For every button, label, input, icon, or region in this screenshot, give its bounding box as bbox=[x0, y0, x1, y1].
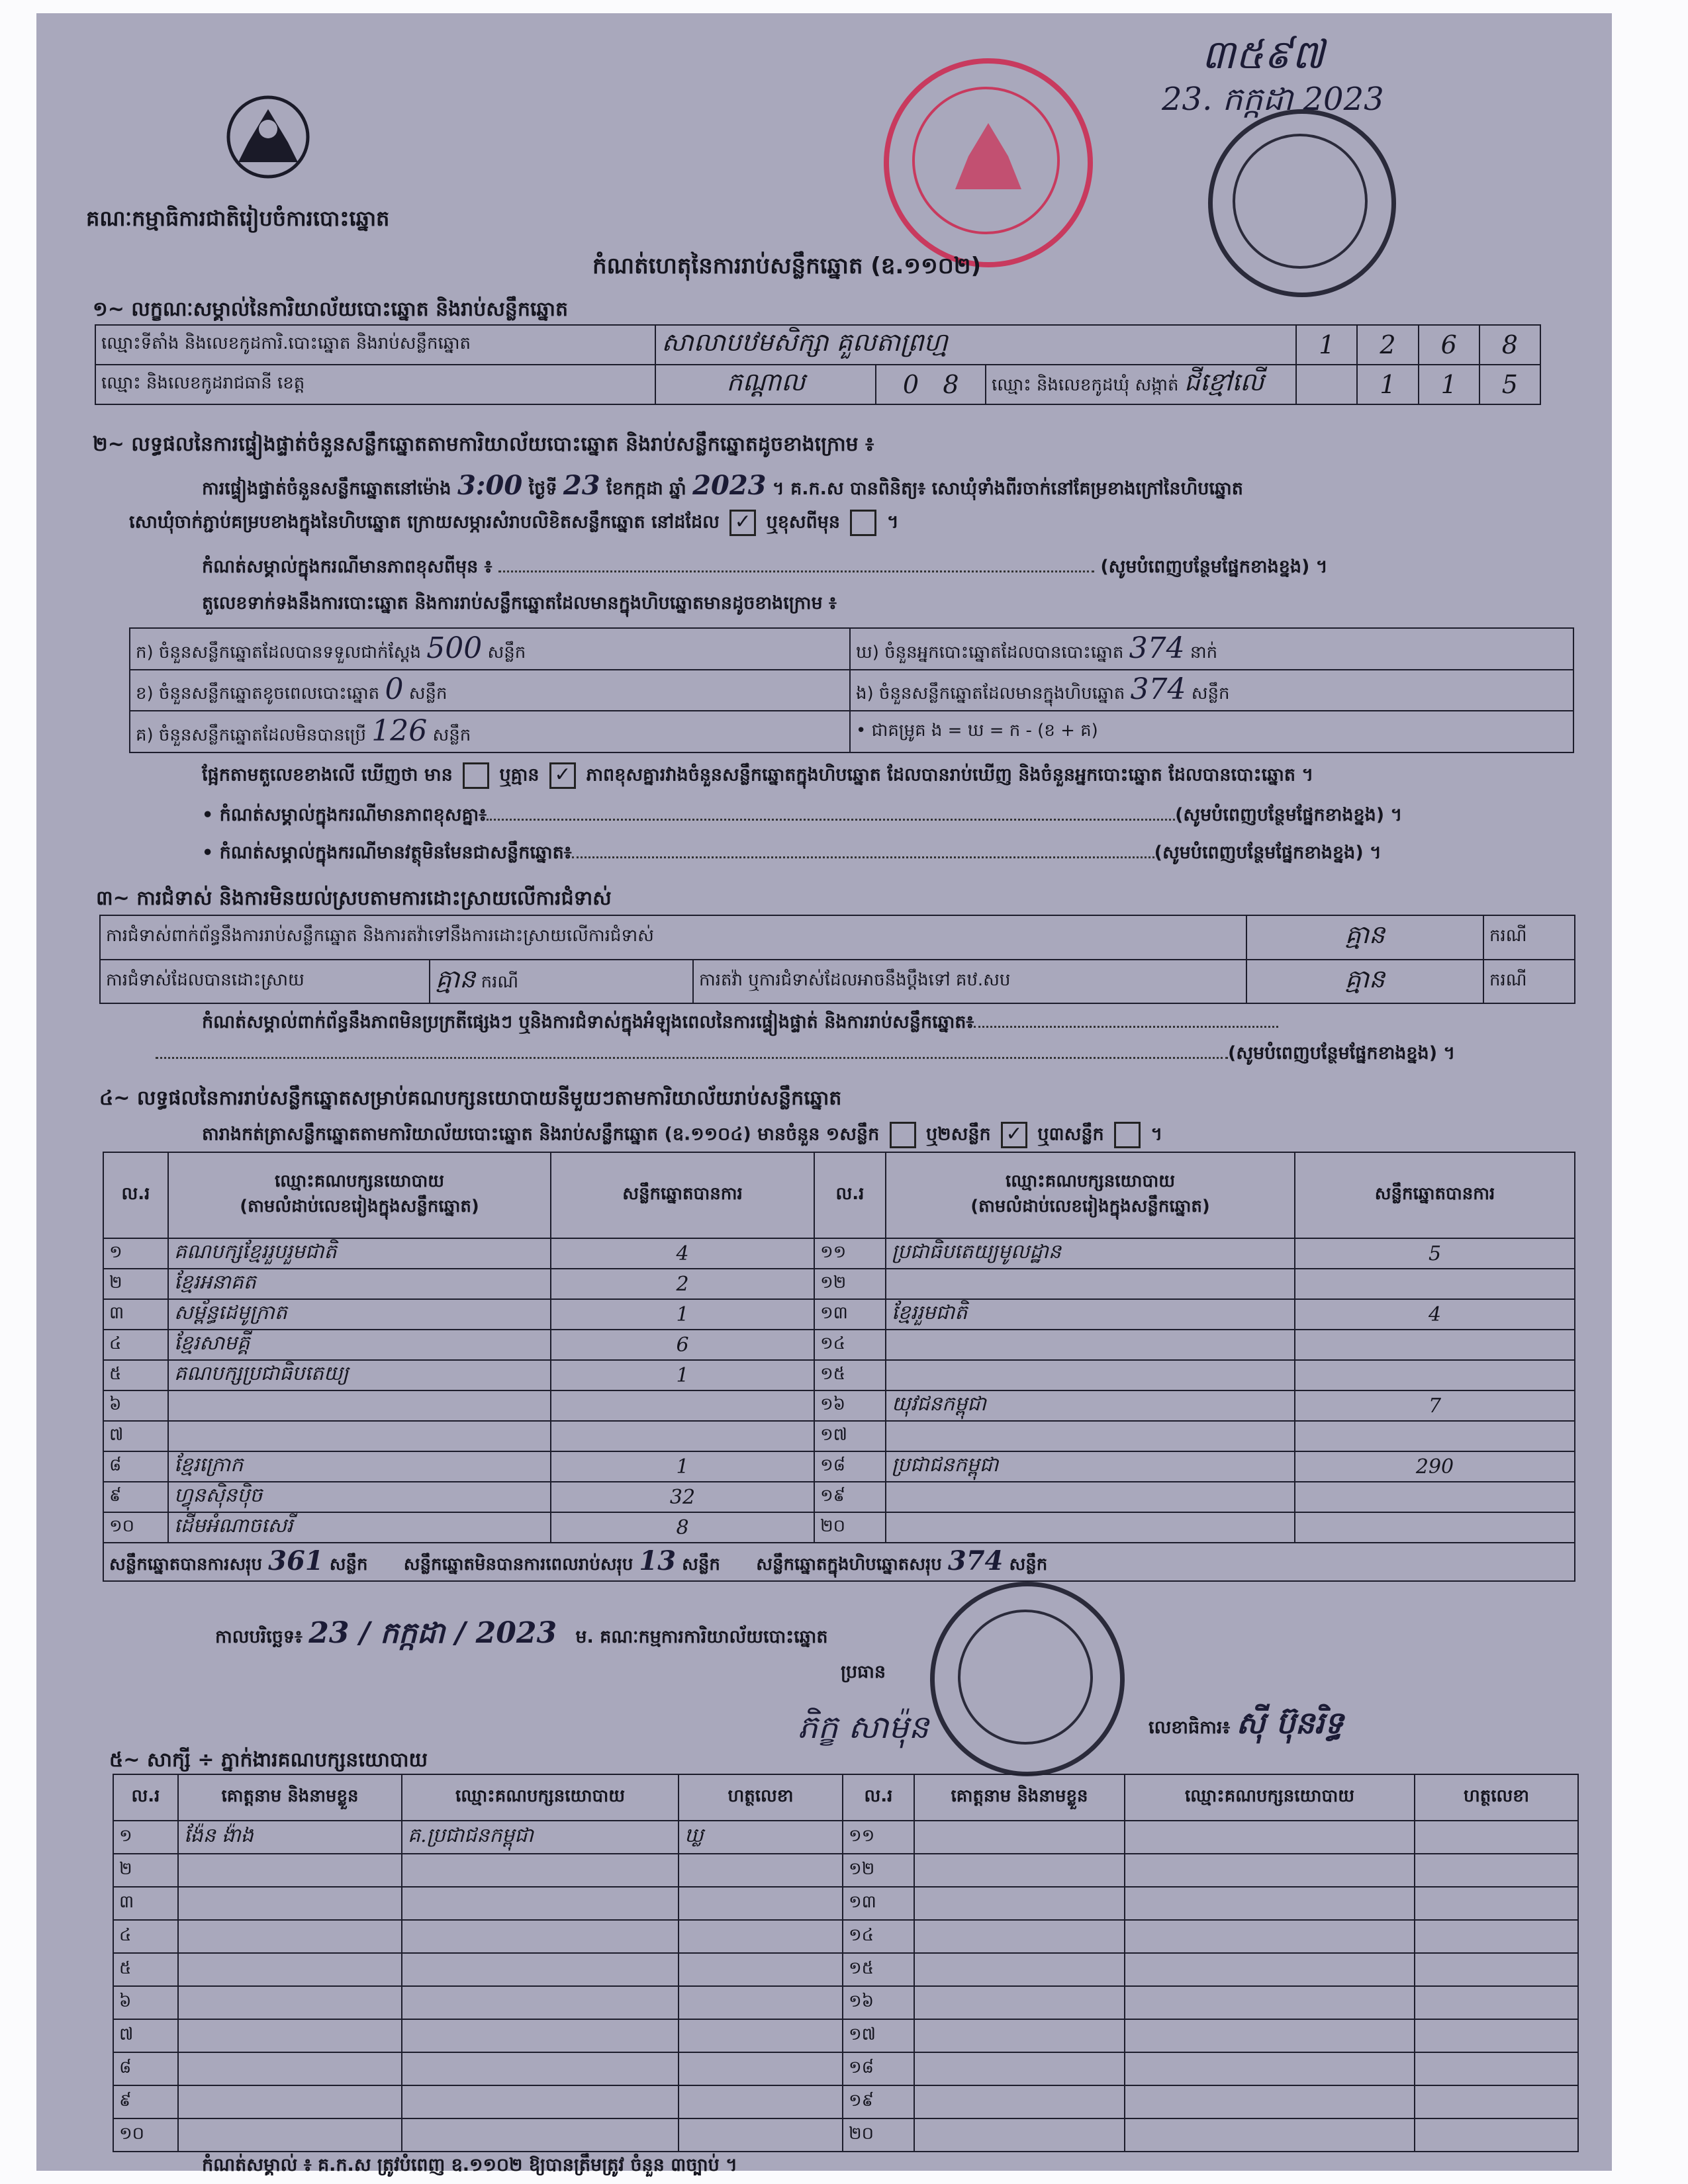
witness-row bbox=[113, 1854, 1578, 1887]
party-votes bbox=[1295, 1482, 1575, 1512]
one-sheet-checkbox[interactable] bbox=[890, 1122, 916, 1148]
total-box-value: 374 bbox=[947, 1545, 1004, 1576]
commune-code-3: 5 bbox=[1479, 365, 1540, 404]
witness-party bbox=[1125, 1986, 1415, 2019]
secretary-signature: ស៊ី ប៊ុនរិទ្ធ bbox=[1236, 1705, 1344, 1741]
chair-signature: ភិក្ខ សាម៉ុន bbox=[798, 1709, 929, 1746]
unused-label: គ) ចំនួនសន្លឹកឆ្នោតដែលមិនបានប្រើ bbox=[136, 725, 366, 746]
party-name bbox=[168, 1390, 551, 1421]
witness-number: ១៤ bbox=[843, 1920, 914, 1953]
witness-row bbox=[113, 2118, 1578, 2152]
witness-signature bbox=[679, 2019, 843, 2052]
location-value: សាលាបឋមសិក្សា គួលតាព្រហ្ម bbox=[655, 325, 1296, 365]
province-value: កណ្តាល bbox=[655, 365, 876, 404]
party-result-row bbox=[103, 1451, 1575, 1482]
witness-number: ១៣ bbox=[843, 1887, 914, 1920]
party-votes: 4 bbox=[551, 1238, 814, 1269]
appeal-label: ការតវ៉ា ឬការជំទាស់ដែលអាចនឹងប្តឹងទៅ គឋ.សប bbox=[693, 960, 1246, 1004]
witness-party bbox=[1125, 2052, 1415, 2085]
verification-line-2: សោឃុំចាក់ភ្ជាប់គម្របខាងក្នុងនៃហិបឆ្នោត ក្រោយសម្ភារសំរាបលិខិតសន្លឹកឆ្នោត នៅដដែល ✓ ឬខុសពីមុន ។ bbox=[129, 510, 899, 537]
in-box-label: ង) ចំនួនសន្លឹកឆ្នោតដែលមានក្នុងហិបឆ្នោត bbox=[856, 684, 1125, 704]
formula: • ជាគម្រូគ ង = ឃ = ក - (ខ + គ) bbox=[850, 711, 1573, 752]
witness-party bbox=[1125, 1854, 1415, 1887]
party-result-row bbox=[103, 1299, 1575, 1330]
witness-name: ង៉ែន ង៉ាង bbox=[178, 1821, 402, 1854]
commune-value: ជីខ្មៅលើ bbox=[1184, 367, 1264, 396]
foreign-object-note: • កំណត់សម្គាល់ក្នុងករណីមានវត្ថុមិនមែនជាសន្លឹកឆ្នោត៖ (សូមបំពេញបន្ថែមផ្នែកខាងខ្នង) ។ bbox=[202, 842, 1382, 863]
party-name: សម្ព័ន្ធដេមូក្រាត bbox=[168, 1299, 551, 1330]
witness-row bbox=[113, 1953, 1578, 1986]
location-code-4: 8 bbox=[1479, 325, 1540, 365]
section1-title: ១~ លក្ខណៈសម្គាល់នៃការិយាល័យបោះឆ្នោត និងរាប់សន្លឹកឆ្នោត bbox=[93, 298, 569, 321]
witness-name bbox=[178, 1953, 402, 1986]
witness-signature bbox=[679, 2085, 843, 2118]
verification-day: 23 bbox=[563, 470, 600, 501]
witness-signature bbox=[1415, 2019, 1578, 2052]
witness-signature bbox=[679, 2118, 843, 2152]
party-name: ខ្មែរសាមគ្គី bbox=[168, 1330, 551, 1360]
signing-date: 23 / កក្កដា / 2023 bbox=[308, 1616, 557, 1650]
complaints-value: គ្មាន bbox=[1246, 915, 1483, 960]
witness-party bbox=[1125, 1821, 1415, 1854]
party-number: ១៨ bbox=[814, 1451, 886, 1482]
party-number: ១ bbox=[103, 1238, 168, 1269]
witness-number: ៤ bbox=[113, 1920, 178, 1953]
party-votes: 2 bbox=[551, 1269, 814, 1299]
party-name bbox=[886, 1360, 1295, 1390]
witness-number: ២០ bbox=[843, 2118, 914, 2152]
signing-date-line: កាលបរិច្ឆេទ៖ 23 / កក្កដា / 2023 ម. គណៈកម្មការការិយាល័យបោះឆ្នោត bbox=[215, 1616, 828, 1650]
witness-signature bbox=[1415, 2052, 1578, 2085]
party-votes: 4 bbox=[1295, 1299, 1575, 1330]
three-sheet-checkbox[interactable] bbox=[1114, 1122, 1141, 1148]
witness-number: ១៧ bbox=[843, 2019, 914, 2052]
witness-signature bbox=[1415, 2085, 1578, 2118]
witness-name bbox=[914, 1986, 1125, 2019]
party-votes: 6 bbox=[551, 1330, 814, 1360]
party-number: ៨ bbox=[103, 1451, 168, 1482]
unused-value: 126 bbox=[371, 714, 428, 749]
witness-number: ១០ bbox=[113, 2118, 178, 2152]
witness-signature bbox=[1415, 2118, 1578, 2152]
party-result-row bbox=[103, 1512, 1575, 1543]
witness-name bbox=[178, 1986, 402, 2019]
party-name: ខ្មែររួមជាតិ bbox=[886, 1299, 1295, 1330]
party-number: ១៧ bbox=[814, 1421, 886, 1451]
witness-row bbox=[113, 1986, 1578, 2019]
black-round-stamp bbox=[1208, 109, 1396, 297]
witness-name bbox=[914, 1854, 1125, 1887]
difference-line: ផ្អែកតាមតួលេខខាងលើ ឃើញថា មាន ឬគ្មាន ✓ ភាពខុសគ្នារវាងចំនួនសន្លឹកឆ្នោតក្នុងហិបឆ្នោត ដែលបានរាប់ឃើញ និងចំនួនអ្នកបោះឆ្នោត ដែលបានបោះឆ្នោត ។ bbox=[202, 762, 1313, 790]
commission-seal-stamp bbox=[930, 1582, 1125, 1776]
party-votes: 7 bbox=[1295, 1390, 1575, 1421]
witness-row bbox=[113, 2019, 1578, 2052]
party-result-row bbox=[103, 1330, 1575, 1360]
party-number: ១២ bbox=[814, 1269, 886, 1299]
party-name bbox=[886, 1269, 1295, 1299]
party-result-row bbox=[103, 1269, 1575, 1299]
province-code-2: 8 bbox=[943, 370, 959, 399]
verification-year: 2023 bbox=[692, 470, 767, 501]
irregularity-note: កំណត់សម្គាល់ពាក់ព័ន្ធនឹងភាពមិនប្រក្រតីផ្សេងៗ ឬនិងការជំទាស់ក្នុងអំឡុងពេលនៃការផ្ទៀងផ្ទាត់ និងការរាប់សន្លឹកឆ្នោត៖ bbox=[202, 1011, 1278, 1037]
verification-time: 3:00 bbox=[457, 470, 523, 501]
in-box-value: 374 bbox=[1130, 672, 1186, 707]
witness-name bbox=[178, 1887, 402, 1920]
party-number: ១៤ bbox=[814, 1330, 886, 1360]
party-number: ២ bbox=[103, 1269, 168, 1299]
tally-sheet-line: តារាងកត់ត្រាសន្លឹកឆ្នោតតាមការិយាល័យបោះឆ្នោត និងរាប់សន្លឹកឆ្នោត (ឧ.១១០៤) មានចំនួន ១សន្លឹក ឬ២សន្លឹក ✓ ឬ៣សន្លឹក ។ bbox=[202, 1122, 1162, 1150]
party-number: ១០ bbox=[103, 1512, 168, 1543]
party-votes bbox=[1295, 1421, 1575, 1451]
witness-name bbox=[914, 1920, 1125, 1953]
party-name bbox=[886, 1512, 1295, 1543]
witness-party: គ.ប្រជាជនកម្ពុជា bbox=[402, 1821, 679, 1854]
witness-name bbox=[178, 2118, 402, 2152]
witness-number: ៧ bbox=[113, 2019, 178, 2052]
note-changes-line: កំណត់សម្គាល់ក្នុងករណីមានភាពខុសពីមុន ៖ (សូមបំពេញបន្ថែមផ្នែកខាងខ្នង) ។ bbox=[202, 557, 1328, 577]
party-name bbox=[886, 1330, 1295, 1360]
witness-row bbox=[113, 1887, 1578, 1920]
location-code-2: 2 bbox=[1357, 325, 1418, 365]
spoiled-label: ខ) ចំនួនសន្លឹកឆ្នោតខូចពេលបោះឆ្នោត bbox=[136, 684, 380, 704]
witness-name bbox=[914, 1821, 1125, 1854]
witness-number: ១៥ bbox=[843, 1953, 914, 1986]
total-valid-label: សន្លឹកឆ្នោតបានការសរុប bbox=[109, 1555, 263, 1574]
party-name: គណបក្សប្រជាធិបតេយ្យ bbox=[168, 1360, 551, 1390]
party-results-table: ល.រ ឈ្មោះគណបក្សនយោបាយ (តាមលំដាប់លេខរៀងក្នុងសន្លឹកឆ្នោត) សន្លឹកឆ្នោតបានការ ល.រ ឈ្មោះគណបក្សនយោបាយ (តាមលំដាប់លេខរៀងក្នុងសន្លឹកឆ្នោត) សន្លឹកឆ្នោតបានការ ១ គណបក្សខ្មែររួបរួមជាតិ 4 ១១ ប្រជាធិបតេយ្យមូលដ្ឋាន 5 ២ ខ្មែរអនាគត 2 ១២ ៣ សម្ព័ន្ធដេមូក្រាត 1 ១៣ ខ្មែររួមជាតិ 4 ៤ ខ្មែរសាមគ្គី 6 ១៤ ៥ គណបក្សប្រជាធិបតេយ្យ 1 ១៥ ៦ ១៦ យុវជនកម្ពុជា 7 ៧ ១៧ ៨ ខ្មែរក្រោក 1 ១៨ ប្រជាជនកម្ពុជា 290 ៩ ហ្វុនស៊ិនប៉ិច 32 ១៩ ១០ ដើមអំណាចសេរី 8 ២០ សន្លឹកឆ្នោតបានការសរុប 361 សន្លឹក សន្លឹកឆ្នោតមិនបានការពេលរាប់សរុប 13 សន្លឹក សន្លឹកឆ្នោតក្នុងហិបឆ្នោតសរុប 374 សន្លឹក bbox=[103, 1152, 1575, 1582]
witness-name bbox=[914, 2085, 1125, 2118]
section3-title: ៣~ ការជំទាស់ និងការមិនយល់ស្របតាមការដោះស្រាយលើការជំទាស់ bbox=[96, 887, 612, 910]
party-votes bbox=[1295, 1360, 1575, 1390]
figures-table: ក) ចំនួនសន្លឹកឆ្នោតដែលបានទទួលជាក់ស្តែង 500 សន្លឹក ឃ) ចំនួនអ្នកបោះឆ្នោតដែលបានបោះឆ្នោត 374 នាក់ ខ) ចំនួនសន្លឹកឆ្នោតខូចពេលបោះឆ្នោត 0 សន្លឹក ង) ចំនួនសន្លឹកឆ្នោតដែលមានក្នុងហិបឆ្នោត 374 សន្លឹក គ) ចំនួនសន្លឹកឆ្នោតដែលមិនបានប្រើ 126 សន្លឹក • ជាគម្រូគ ង = ឃ = ក - (ខ + គ) bbox=[129, 627, 1574, 753]
verification-line-1: ការផ្ទៀងផ្ទាត់ចំនួនសន្លឹកឆ្នោតនៅម៉ោង 3:00 ថ្ងៃទី 23 ខែកក្កដា ឆ្នាំ 2023 ។ គ.ក.ស បានពិនិត្យ៖ សោឃុំទាំងពីរចាក់នៅគែម្រខាងក្រៅនៃហិបឆ្នោត bbox=[202, 470, 1243, 501]
witness-number: ៦ bbox=[113, 1986, 178, 2019]
commune-code-1: 1 bbox=[1357, 365, 1418, 404]
location-code-1: 1 bbox=[1296, 325, 1357, 365]
witness-party bbox=[1125, 2118, 1415, 2152]
secretary-line: លេខាធិការ៖ ស៊ី ប៊ុនរិទ្ធ bbox=[1149, 1705, 1344, 1741]
witness-party bbox=[402, 1887, 679, 1920]
party-votes bbox=[1295, 1512, 1575, 1543]
party-name: ខ្មែរក្រោក bbox=[168, 1451, 551, 1482]
witness-number: ១១ bbox=[843, 1821, 914, 1854]
witness-number: ១៨ bbox=[843, 2052, 914, 2085]
witness-signature bbox=[1415, 1920, 1578, 1953]
spoiled-value: 0 bbox=[385, 672, 404, 707]
witness-party bbox=[1125, 1887, 1415, 1920]
witness-number: ៩ bbox=[113, 2085, 178, 2118]
party-name bbox=[886, 1421, 1295, 1451]
witness-party bbox=[1125, 2019, 1415, 2052]
party-votes: 8 bbox=[551, 1512, 814, 1543]
party-number: ២០ bbox=[814, 1512, 886, 1543]
handwritten-top-date: 23. កក្កដា 2023 bbox=[1162, 81, 1384, 118]
province-code-1: 0 bbox=[902, 370, 919, 399]
witness-row bbox=[113, 1821, 1578, 1854]
party-result-row bbox=[103, 1360, 1575, 1390]
witness-signature bbox=[1415, 1887, 1578, 1920]
party-name bbox=[168, 1421, 551, 1451]
witness-party bbox=[402, 2019, 679, 2052]
unchanged-checkbox[interactable]: ✓ bbox=[729, 510, 756, 536]
province-label: ឈ្មោះ និងលេខកូដរាជធានី ខេត្ត bbox=[95, 365, 655, 404]
handwritten-reference-number: ៣៥៩៧ bbox=[1201, 32, 1325, 78]
party-name: ខ្មែរអនាគត bbox=[168, 1269, 551, 1299]
voters-value: 374 bbox=[1129, 631, 1185, 665]
total-invalid-label: សន្លឹកឆ្នោតមិនបានការពេលរាប់សរុប bbox=[403, 1555, 633, 1574]
witness-name bbox=[914, 1887, 1125, 1920]
witness-name bbox=[178, 2085, 402, 2118]
commune-code-2: 1 bbox=[1419, 365, 1479, 404]
party-votes bbox=[551, 1421, 814, 1451]
complaints-table: ការជំទាស់ពាក់ព័ន្ធនឹងការរាប់សន្លឹកឆ្នោត និងការតវ៉ាទៅនឹងការដោះស្រាយលើការជំទាស់ គ្មាន ករណី ការជំទាស់ដែលបានដោះស្រាយ គ្មាន ករណី ការតវ៉ា ឬការជំទាស់ដែលអាចនឹងប្តឹងទៅ គឋ.សប គ្មាន ករណី bbox=[99, 915, 1575, 1004]
figures-intro: តួលេខទាក់ទងនឹងការបោះឆ្នោត និងការរាប់សន្លឹកឆ្នោតដែលមានក្នុងហិបឆ្នោតមានដូចខាងក្រោម ៖ bbox=[202, 593, 837, 614]
party-number: ៣ bbox=[103, 1299, 168, 1330]
witness-row bbox=[113, 2085, 1578, 2118]
party-number: ១៩ bbox=[814, 1482, 886, 1512]
party-votes: 32 bbox=[551, 1482, 814, 1512]
witness-party bbox=[402, 1953, 679, 1986]
witness-signature bbox=[1415, 1986, 1578, 2019]
witness-row bbox=[113, 2052, 1578, 2085]
resolved-label: ការជំទាស់ដែលបានដោះស្រាយ bbox=[100, 960, 430, 1004]
difference-yes-checkbox[interactable] bbox=[463, 762, 489, 789]
witness-signature bbox=[1415, 1821, 1578, 1854]
witness-name bbox=[914, 2118, 1125, 2152]
witness-name bbox=[914, 1953, 1125, 1986]
party-name bbox=[886, 1482, 1295, 1512]
chair-label: ប្រធាន bbox=[841, 1662, 886, 1682]
appeal-value: គ្មាន bbox=[1246, 960, 1483, 1004]
party-votes: 1 bbox=[551, 1299, 814, 1330]
resolved-value: គ្មាន bbox=[436, 964, 476, 993]
witness-party bbox=[402, 2085, 679, 2118]
witness-signature bbox=[679, 1953, 843, 1986]
witness-name bbox=[178, 1920, 402, 1953]
total-valid-value: 361 bbox=[268, 1545, 324, 1576]
party-name: គណបក្សខ្មែររួបរួមជាតិ bbox=[168, 1238, 551, 1269]
witness-party bbox=[1125, 1953, 1415, 1986]
ballot-count-form-sheet bbox=[36, 13, 1612, 2175]
section4-title: ៤~ លទ្ធផលនៃការរាប់សន្លឹកឆ្នោតសម្រាប់គណបក្សនយោបាយនីមួយៗតាមការិយាល័យរាប់សន្លឹកឆ្នោត bbox=[99, 1087, 842, 1110]
received-value: 500 bbox=[426, 631, 483, 665]
changed-checkbox[interactable] bbox=[850, 510, 876, 536]
party-votes: 5 bbox=[1295, 1238, 1575, 1269]
party-name: ហ្វុនស៊ិនប៉ិច bbox=[168, 1482, 551, 1512]
witness-signature bbox=[679, 1887, 843, 1920]
commune-label: ឈ្មោះ និងលេខកូដឃុំ សង្កាត់ bbox=[991, 375, 1179, 395]
witness-party bbox=[1125, 1920, 1415, 1953]
witness-number: ២ bbox=[113, 1854, 178, 1887]
party-number: ៥ bbox=[103, 1360, 168, 1390]
witness-signature: ឃ្ល bbox=[679, 1821, 843, 1854]
committee-name: គណៈកម្មាធិការជាតិរៀបចំការបោះឆ្នោត bbox=[86, 206, 390, 231]
total-invalid-value: 13 bbox=[639, 1545, 677, 1576]
red-official-stamp bbox=[884, 58, 1093, 267]
voters-label: ឃ) ចំនួនអ្នកបោះឆ្នោតដែលបានបោះឆ្នោត bbox=[856, 642, 1124, 662]
party-name: ប្រជាជនកម្ពុជា bbox=[886, 1451, 1295, 1482]
party-number: ៤ bbox=[103, 1330, 168, 1360]
party-votes bbox=[1295, 1330, 1575, 1360]
witness-signature bbox=[679, 1986, 843, 2019]
party-votes: 1 bbox=[551, 1451, 814, 1482]
party-votes: 1 bbox=[551, 1360, 814, 1390]
witness-number: ១៩ bbox=[843, 2085, 914, 2118]
difference-no-checkbox[interactable]: ✓ bbox=[549, 762, 576, 789]
difference-note: • កំណត់សម្គាល់ក្នុងករណីមានភាពខុសគ្នា៖ (សូមបំពេញបន្ថែមផ្នែកខាងខ្នង) ។ bbox=[202, 805, 1403, 825]
party-name: យុវជនកម្ពុជា bbox=[886, 1390, 1295, 1421]
witness-number: ១២ bbox=[843, 1854, 914, 1887]
witness-party bbox=[402, 1854, 679, 1887]
party-number: ១៦ bbox=[814, 1390, 886, 1421]
footer-note: កំណត់សម្គាល់ ៖ គ.ក.ស ត្រូវបំពេញ ឧ.១១០២ ឱ្យបានត្រឹមត្រូវ ចំនួន ៣ច្បាប់ ។ bbox=[202, 2155, 737, 2175]
form-title: កំណត់ហេតុនៃការរាប់សន្លឹកឆ្នោត (ឧ.១១០២) bbox=[592, 253, 982, 279]
party-number: ៩ bbox=[103, 1482, 168, 1512]
party-name: ដើមអំណាចសេរី bbox=[168, 1512, 551, 1543]
witness-name bbox=[914, 2052, 1125, 2085]
witness-name bbox=[178, 2019, 402, 2052]
witness-name bbox=[178, 1854, 402, 1887]
party-number: ១៣ bbox=[814, 1299, 886, 1330]
party-number: ១៥ bbox=[814, 1360, 886, 1390]
witness-name bbox=[914, 2019, 1125, 2052]
location-code-3: 6 bbox=[1419, 325, 1479, 365]
received-label: ក) ចំនួនសន្លឹកឆ្នោតដែលបានទទួលជាក់ស្តែង bbox=[136, 642, 422, 662]
section5-title: ៥~ សាក្សី ÷ ភ្នាក់ងារគណបក្សនយោបាយ bbox=[109, 1749, 428, 1772]
section2-title: ២~ លទ្ធផលនៃការផ្ទៀងផ្ទាត់ចំនួនសន្លឹកឆ្នោតតាមការិយាល័យបោះឆ្នោត និងរាប់សន្លឹកឆ្នោតដូចខាងក្រោម ៖ bbox=[93, 433, 874, 456]
total-box-label: សន្លឹកឆ្នោតក្នុងហិបឆ្នោតសរុប bbox=[756, 1555, 942, 1574]
witness-signature bbox=[679, 1920, 843, 1953]
witness-party bbox=[402, 1920, 679, 1953]
party-number: ៧ bbox=[103, 1421, 168, 1451]
party-result-row bbox=[103, 1421, 1575, 1451]
nec-emblem-icon bbox=[212, 89, 324, 189]
party-result-row bbox=[103, 1482, 1575, 1512]
witness-party bbox=[402, 1986, 679, 2019]
party-votes bbox=[1295, 1269, 1575, 1299]
location-label: ឈ្មោះទីតាំង និងលេខកូដការិ.បោះឆ្នោត និងរាប់សន្លឹកឆ្នោត bbox=[95, 325, 655, 365]
witness-number: ១៦ bbox=[843, 1986, 914, 2019]
irregularity-note-2: (សូមបំពេញបន្ថែមផ្នែកខាងខ្នង) ។ bbox=[156, 1042, 1455, 1068]
complaints-label: ការជំទាស់ពាក់ព័ន្ធនឹងការរាប់សន្លឹកឆ្នោត និងការតវ៉ាទៅនឹងការដោះស្រាយលើការជំទាស់ bbox=[100, 915, 1246, 960]
party-number: ១១ bbox=[814, 1238, 886, 1269]
party-result-row bbox=[103, 1238, 1575, 1269]
party-votes bbox=[551, 1390, 814, 1421]
witness-signature bbox=[679, 1854, 843, 1887]
witness-number: ១ bbox=[113, 1821, 178, 1854]
witness-number: ៥ bbox=[113, 1953, 178, 1986]
party-name: ប្រជាធិបតេយ្យមូលដ្ឋាន bbox=[886, 1238, 1295, 1269]
witness-name bbox=[178, 2052, 402, 2085]
witness-number: ៨ bbox=[113, 2052, 178, 2085]
two-sheet-checkbox[interactable]: ✓ bbox=[1001, 1122, 1027, 1148]
witness-party bbox=[402, 2118, 679, 2152]
witness-table: ល.រ គោត្តនាម និងនាមខ្លួន ឈ្មោះគណបក្សនយោបាយ ហត្ថលេខា ល.រ គោត្តនាម និងនាមខ្លួន ឈ្មោះគណបក្សនយោបាយ ហត្ថលេខា ១ ង៉ែន ង៉ាង គ.ប្រជាជនកម្ពុជា ឃ្ល ១១ ២ ១២ ៣ ១៣ ៤ ១៤ ៥ ១៥ ៦ ១៦ ៧ ១៧ ៨ ១៨ ៩ ១៩ ១០ ២០ bbox=[113, 1774, 1579, 2152]
section1-table bbox=[95, 324, 1541, 405]
witness-party bbox=[1125, 2085, 1415, 2118]
witness-row bbox=[113, 1920, 1578, 1953]
party-number: ៦ bbox=[103, 1390, 168, 1421]
party-result-row bbox=[103, 1390, 1575, 1421]
witness-party bbox=[402, 2052, 679, 2085]
witness-number: ៣ bbox=[113, 1887, 178, 1920]
witness-signature bbox=[679, 2052, 843, 2085]
party-votes: 290 bbox=[1295, 1451, 1575, 1482]
witness-signature bbox=[1415, 1953, 1578, 1986]
witness-signature bbox=[1415, 1854, 1578, 1887]
